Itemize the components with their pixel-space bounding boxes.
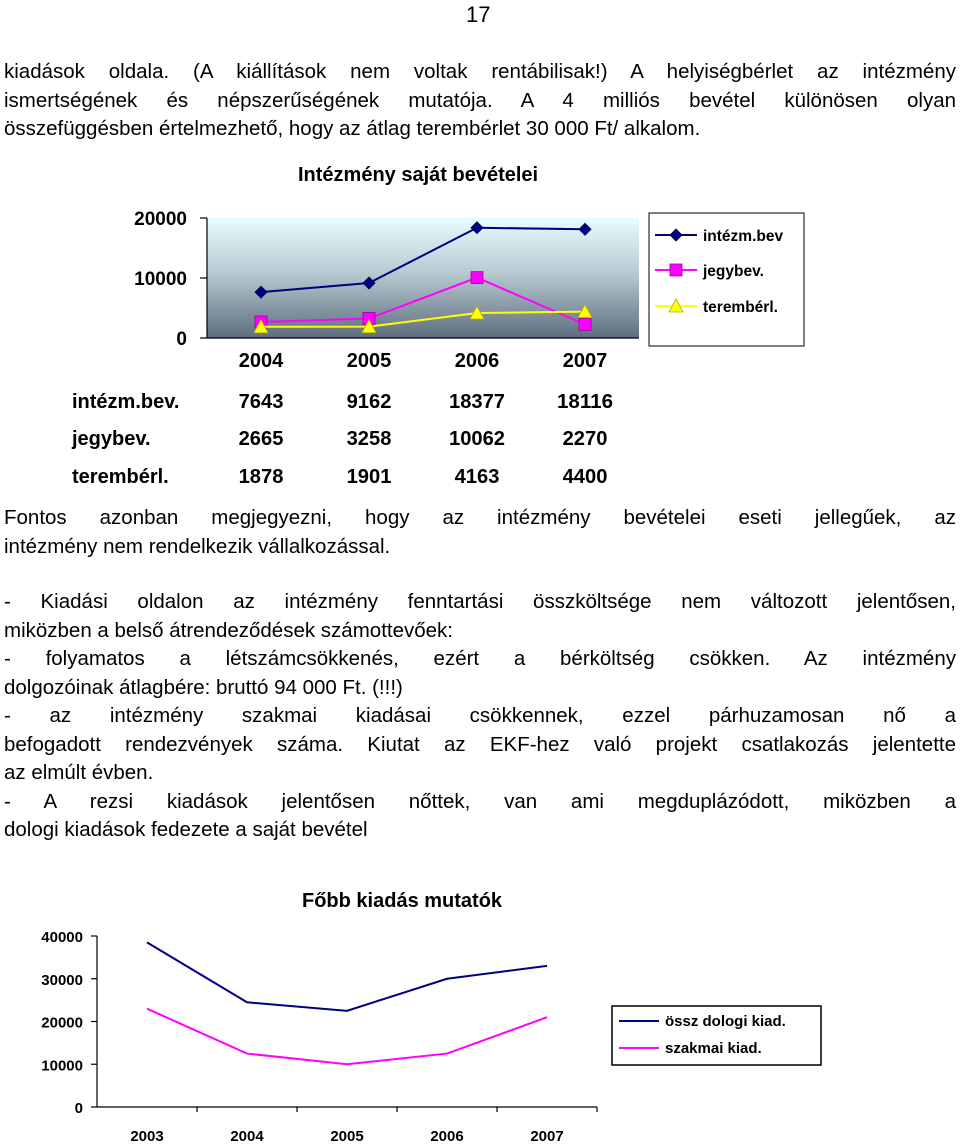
table-cell-value: 1901 [346,466,392,488]
table-cell-value: 9162 [346,391,392,413]
table-cell-value: 7643 [238,391,284,413]
text-line: ismertségének és népszerűségének mutatója. A 4 milliós bevétel különösen olyan [4,88,956,112]
x-tick-label: 2005 [346,350,392,372]
text-line: intézmény nem rendelkezik vállalkozással. [4,534,391,558]
table-cell-value: 2665 [238,428,284,450]
x-tick-label: 2004 [238,350,284,372]
text-line: az elmúlt évben. [4,761,154,784]
y-tick-label: 40000 [41,929,83,946]
table-cell-value: 4163 [454,466,500,488]
text-line: - az intézmény szakmai kiadásai csökkennek, ezzel párhuzamosan nő a [4,704,956,727]
chart1-title: Intézmény saját bevételei [298,164,539,186]
text-line: - Kiadási oldalon az intézmény fenntartási összköltsége nem változott jelentősen, [4,590,956,613]
legend-label: jegybev. [703,263,764,280]
x-tick-label: 2004 [230,1128,264,1145]
table-cell-value: 4400 [562,466,608,488]
table-cell-value: 18377 [449,391,505,413]
text-line: összefüggésben értelmezhető, hogy az átlag terembérlet 30 000 Ft/ alkalom. [4,117,701,140]
x-tick-label: 2006 [454,350,500,372]
y-tick-label: 20000 [41,1014,83,1032]
legend-label: össz dologi kiad. [665,1013,786,1030]
text-line: - A rezsi kiadások jelentősen nőttek, van ami megduplázódott, miközben a [4,789,956,813]
text-line: dolgozóinak átlagbére: bruttó 94 000 Ft. (!!!) [4,675,403,699]
x-tick-label: 2005 [330,1128,364,1145]
text-line: dologi kiadások fedezete a saját bevétel [4,818,368,841]
table-row-label: terembérl. [72,466,169,488]
legend-label: szakmai kiad. [665,1040,762,1057]
legend-label: intézm.bev [703,228,784,245]
y-tick-label: 0 [176,329,187,350]
x-tick-label: 2007 [562,350,608,372]
y-tick-label: 10000 [41,1057,83,1075]
text-line: befogadott rendezvények száma. Kiutat az EKF-hez való projekt csatlakozás jelentette [4,732,956,756]
y-tick-label: 0 [74,1100,83,1117]
text-line: miközben a belső átrendeződések számottevőek: [4,618,453,642]
table-row-label: intézm.bev. [72,391,180,413]
x-tick-label: 2007 [530,1128,564,1145]
y-tick-label: 20000 [134,209,187,230]
legend-label: terembérl. [703,299,778,316]
y-tick-label: 30000 [41,971,83,989]
series-line [147,1009,547,1065]
chart2-title: Főbb kiadás mutatók [302,890,503,912]
table-cell-value: 3258 [346,428,392,450]
text-line: kiadások oldala. (A kiállítások nem voltak rentábilisak!) A helyiségbérlet az intézmény [4,60,956,83]
x-tick-label: 2003 [130,1128,164,1145]
table-cell-value: 10062 [449,428,505,450]
table-cell-value: 2270 [562,428,608,450]
text-line: Fontos azonban megjegyezni, hogy az intézmény bevételei eseti jellegűek, az [4,506,956,529]
text-line: - folyamatos a létszámcsökkenés, ezért a bérköltség csökken. Az intézmény [4,647,956,670]
table-cell-value: 1878 [238,466,284,488]
y-tick-label: 10000 [134,269,187,290]
table-cell-value: 18116 [557,391,613,413]
page-number: 17 [466,2,491,27]
series-line [147,942,547,1010]
table-row-label: jegybev. [72,428,151,450]
x-tick-label: 2006 [430,1128,464,1145]
